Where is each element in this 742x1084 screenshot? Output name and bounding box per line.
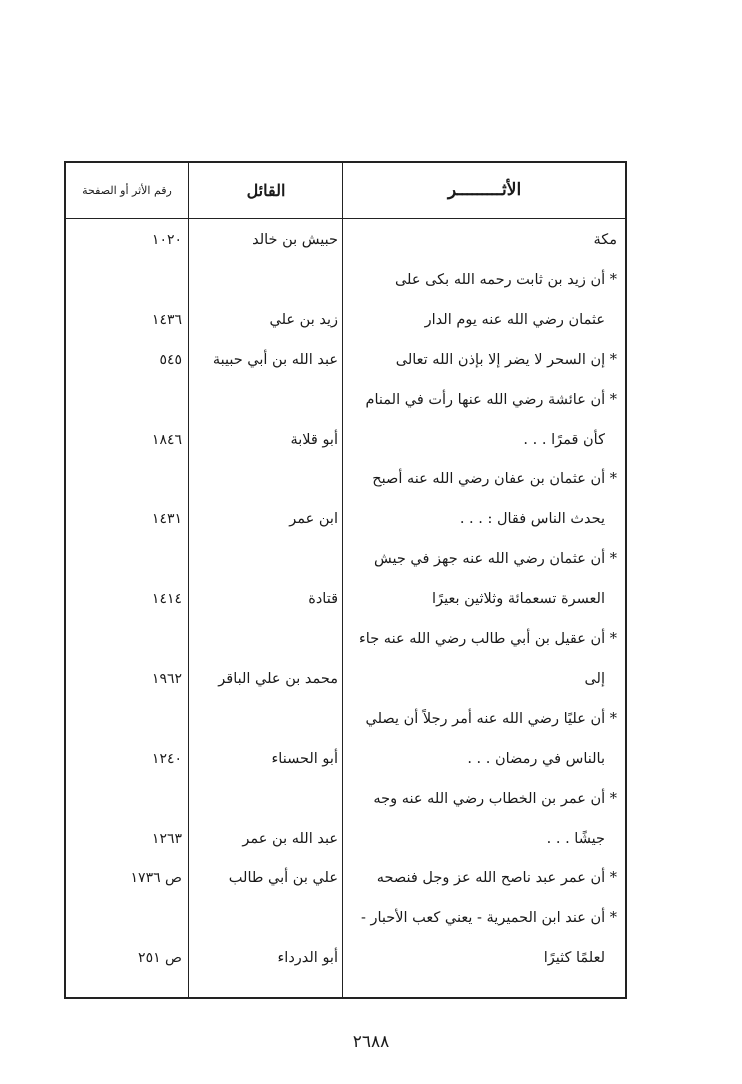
athar-number: [70, 898, 182, 938]
athar-number: [70, 699, 182, 739]
sayer-name: أبو قلابة: [290, 431, 338, 448]
sayer-name: [190, 380, 338, 420]
athar-number: ١٢٤٠: [151, 750, 182, 767]
athar-text: مكة: [593, 232, 617, 248]
athar-number: ١٤١٤: [151, 591, 182, 608]
athar-text: كأن قمرًا . . .: [523, 431, 605, 448]
athar-text: عثمان رضي الله عنه يوم الدار: [424, 311, 605, 328]
athar-text: * أن عمر عبد ناصح الله عز وجل فنصحه: [376, 870, 617, 887]
athar-text: * أن عمر بن الخطاب رضي الله عنه وجه: [373, 790, 617, 807]
athar-text: * أن عائشة رضي الله عنها رأت في المنام: [365, 391, 617, 408]
athar-number: ١٨٤٦: [151, 431, 182, 448]
athar-text: * أن عثمان بن عفان رضي الله عنه أصبح: [372, 471, 617, 488]
sayer-name: علي بن أبي طالب: [228, 870, 338, 887]
sayer-name: [190, 539, 338, 579]
athar-number: [70, 380, 182, 420]
table-row: [66, 340, 625, 380]
sayer-name: [190, 779, 338, 819]
athar-number: [70, 459, 182, 499]
table-row: [66, 739, 625, 779]
table-row: [66, 260, 625, 300]
table-row: [66, 420, 625, 460]
table-row: [66, 659, 625, 699]
athar-text: * أن عند ابن الحميرية - يعني كعب الأحبار -: [360, 910, 617, 927]
table-row: [66, 858, 625, 898]
athar-text: بالناس في رمضان . . .: [467, 750, 605, 767]
sayer-name: [190, 699, 338, 739]
athar-text: * أن زيد بن ثابت رحمه الله بكى على: [394, 271, 617, 288]
sayer-name: عبد الله بن أبي حبيبة: [212, 351, 338, 368]
table-row: [66, 699, 625, 739]
header-athar: الأثـــــــــر: [447, 180, 522, 200]
athar-number: ١٤٣٦: [151, 311, 182, 328]
sayer-name: [190, 459, 338, 499]
table-row: [66, 898, 625, 938]
athar-number: ١٠٢٠: [151, 232, 182, 248]
sayer-name: قتادة: [308, 591, 338, 608]
table-row: [66, 499, 625, 539]
athar-text: * إن السحر لا يضر إلا بإذن الله تعالى: [395, 351, 617, 368]
table-row: [66, 300, 625, 340]
athar-number: ١٢٦٣: [151, 830, 182, 847]
header-raqm: رقم الأثر أو الصفحة: [82, 184, 172, 197]
table-row: [66, 380, 625, 420]
sayer-name: [190, 260, 338, 300]
table-row: [66, 938, 625, 978]
athar-text: العسرة تسعمائة وثلاثين بعيرًا: [432, 591, 605, 608]
table-row: [66, 819, 625, 859]
table-row: [66, 619, 625, 659]
athar-text: * أن عقيل بن أبي طالب رضي الله عنه جاء: [358, 631, 617, 647]
athar-text: * أن عثمان رضي الله عنه جهز في جيش: [374, 551, 617, 568]
athar-number: [70, 260, 182, 300]
sayer-name: [190, 898, 338, 938]
header-divider: [66, 218, 625, 219]
sayer-name: ابن عمر: [289, 511, 338, 528]
table-row: [66, 459, 625, 499]
athar-number: [70, 619, 182, 659]
athar-number: ١٤٣١: [151, 511, 182, 528]
page-number: ٢٦٨٨: [352, 1032, 390, 1052]
table-row: [66, 779, 625, 819]
sayer-name: أبو الدرداء: [277, 950, 338, 967]
athar-number: ٥٤٥: [159, 351, 182, 368]
athar-text: يحدث الناس فقال : . . .: [459, 511, 605, 528]
sayer-name: محمد بن علي الباقر: [218, 670, 338, 687]
sayer-name: زيد بن علي: [269, 311, 338, 328]
athar-text: إلى: [584, 670, 605, 687]
athar-text: * أن عليًا رضي الله عنه أمر رجلاً أن يصلي: [365, 710, 617, 727]
athar-text: جيشًا . . .: [546, 830, 605, 847]
athar-number: ص ٢٥١: [138, 950, 182, 967]
header-qail: القائل: [246, 181, 286, 200]
athar-number: ١٩٦٢: [151, 670, 182, 687]
table-row: [66, 539, 625, 579]
athar-number: [70, 539, 182, 579]
athar-text: لعلمًا كثيرًا: [543, 950, 605, 967]
athar-number: [70, 779, 182, 819]
table-row: [66, 579, 625, 619]
table-row: [66, 220, 625, 260]
sayer-name: [190, 619, 338, 659]
athar-number: ص ١٧٣٦: [130, 870, 182, 887]
sayer-name: عبد الله بن عمر: [242, 830, 338, 847]
sayer-name: حبيش بن خالد: [252, 232, 338, 248]
sayer-name: أبو الحسناء: [271, 750, 338, 767]
